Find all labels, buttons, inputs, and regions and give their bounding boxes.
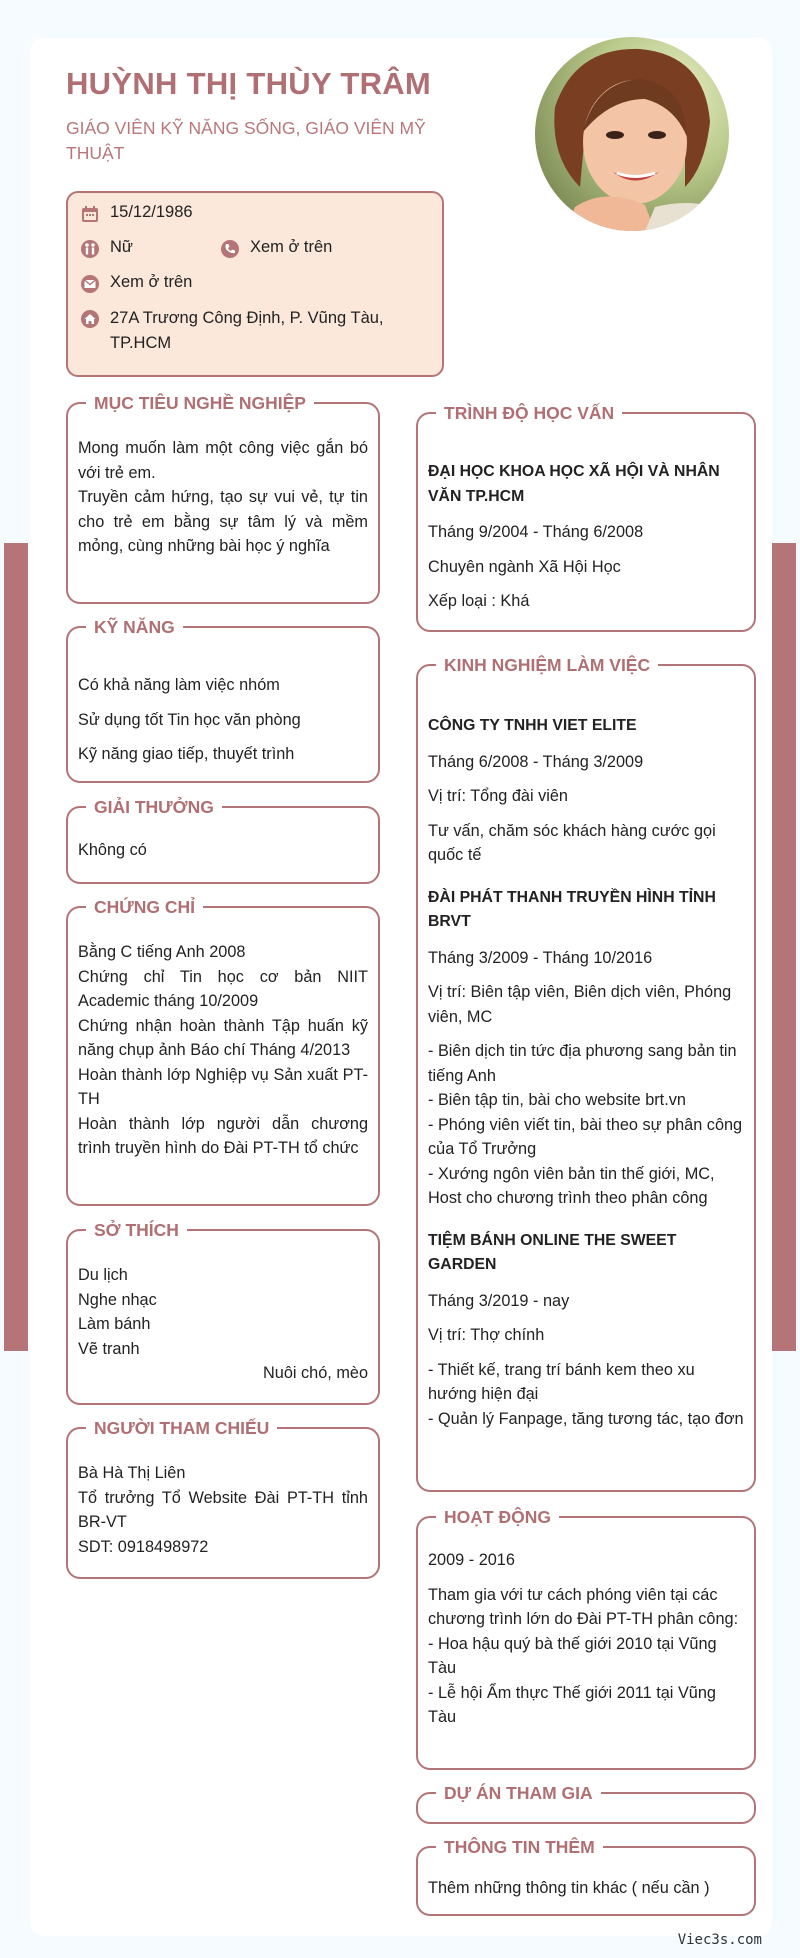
hobby-item: Làm bánh [78,1315,151,1333]
experience-body [428,714,744,1431]
job-position: Vị trí: Tổng đài viên [428,787,568,805]
certificate-item: Hoàn thành lớp Nghiệp vụ Sản xuất PT-TH [78,1065,368,1108]
activities-body [428,1548,744,1730]
skills-title: KỸ NĂNG [86,616,183,638]
contact-card [66,191,444,377]
address-text: 27A Trương Công Định, P. Vũng Tàu, TP.HCM [110,309,384,352]
calendar-icon [80,204,100,224]
experience-title: KINH NGHIỆM LÀM VIỆC [436,654,658,676]
reference-name: Bà Hà Thị Liên [78,1464,186,1482]
activities-title: HOẠT ĐỘNG [436,1506,559,1528]
hobbies-title: SỞ THÍCH [86,1219,187,1241]
gender-row [80,238,133,259]
home-icon [80,309,100,329]
more-info-section [416,1837,756,1916]
gender-text: Nữ [110,238,133,256]
skills-body [78,673,368,767]
job-desc: - Phóng viên viết tin, bài theo sự phân công của Tổ Trưởng [428,1115,743,1158]
activities-section [416,1507,756,1770]
objective-section [66,393,380,604]
certificates-body [78,940,368,1161]
objective-line: Mong muốn làm một công việc gắn bó với trẻ em. [78,439,368,482]
phone-text: Xem ở trên [250,238,333,256]
skills-section [66,617,380,783]
education-period: Tháng 9/2004 - Tháng 6/2008 [428,523,644,541]
education-body [428,460,744,614]
phone-icon [220,239,240,259]
activities-line: Tham gia với tư cách phóng viên tại các chương trình lớn do Đài PT-TH phân công: [428,1585,739,1628]
reference-position: Tổ trưởng Tổ Website Đài PT-TH tỉnh BR-VT [78,1488,368,1531]
skill-item: Sử dụng tốt Tin học văn phòng [78,710,301,729]
certificate-item: Hoàn thành lớp người dẫn chương trình truyền hình do Đài PT-TH tổ chức [78,1114,368,1157]
hobby-item: Nuôi chó, mèo [263,1364,368,1382]
avatar [535,37,729,231]
job-desc: - Thiết kế, trang trí bánh kem theo xu hướng hiện đại [428,1360,695,1403]
awards-title: GIẢI THƯỞNG [86,796,222,818]
company-name: TIỆM BÁNH ONLINE THE SWEET GARDEN [428,1231,677,1273]
certificate-item: Bằng C tiếng Anh 2008 [78,943,246,961]
dob-text: 15/12/1986 [110,203,193,221]
education-grade: Xếp loại : Khá [428,592,530,610]
portrait-photo [535,37,729,231]
job-position: Vị trí: Thợ chính [428,1326,545,1344]
job-desc: - Xướng ngôn viên bản tin thế giới, MC, Host cho chương trình theo phân công [428,1164,715,1207]
email-icon [80,274,100,294]
objective-title: MỤC TIÊU NGHỀ NGHIỆP [86,392,314,414]
skill-item: Có khả năng làm việc nhóm [78,676,280,694]
phone-row [220,238,332,259]
company-name: CÔNG TY TNHH VIET ELITE [428,717,637,734]
email-row [80,273,192,294]
projects-title: DỰ ÁN THAM GIA [436,1782,601,1804]
more-info-text: Thêm những thông tin khác ( nếu cần ) [428,1879,710,1897]
hobby-item: Nghe nhạc [78,1290,157,1309]
job-period: Tháng 6/2008 - Tháng 3/2009 [428,752,644,771]
job-title: GIÁO VIÊN KỸ NĂNG SỐNG, GIÁO VIÊN MỸ THUẬT [66,118,426,163]
job-desc: - Quản lý Fanpage, tăng tương tác, tạo đơn [428,1409,744,1428]
awards-section [66,797,380,884]
hobbies-body [78,1263,368,1386]
school-name: ĐẠI HỌC KHOA HỌC XÃ HỘI VÀ NHÂN VĂN TP.HCM [428,463,720,505]
references-section [66,1418,380,1579]
activities-line: - Lễ hội Ẩm thực Thế giới 2011 tại Vũng Tàu [428,1683,716,1726]
job-period: Tháng 3/2019 - nay [428,1291,570,1310]
education-title: TRÌNH ĐỘ HỌC VẤN [436,402,622,424]
address-row [80,308,400,356]
candidate-name: HUỲNH THỊ THÙY TRÂM [66,66,432,101]
activities-period: 2009 - 2016 [428,1551,515,1569]
left-accent-band [4,543,28,1351]
hobby-item: Vẽ tranh [78,1339,140,1358]
job-desc: - Biên dịch tin tức địa phương sang bản tin tiếng Anh [428,1042,737,1085]
education-section [416,403,756,632]
job-desc: Tư vấn, chăm sóc khách hàng cước gọi quốc tế [428,821,716,864]
experience-section [416,655,756,1492]
hobbies-section [66,1220,380,1405]
education-major: Chuyên ngành Xã Hội Học [428,557,621,576]
skill-item: Kỹ năng giao tiếp, thuyết trình [78,745,295,763]
reference-phone: SDT: 0918498972 [78,1537,209,1556]
certificates-title: CHỨNG CHỈ [86,896,203,918]
job-position: Vị trí: Biên tập viên, Biên dịch viên, Phóng viên, MC [428,983,732,1026]
email-text: Xem ở trên [110,273,193,291]
projects-section [416,1783,756,1824]
more-info-title: THÔNG TIN THÊM [436,1836,603,1858]
job-desc: - Biên tập tin, bài cho website brt.vn [428,1091,686,1109]
activities-line: - Hoa hậu quý bà thế giới 2010 tại Vũng Tàu [428,1634,717,1677]
awards-text: Không có [78,841,147,859]
job-period: Tháng 3/2009 - Tháng 10/2016 [428,948,653,967]
objective-body [78,436,368,559]
site-watermark: Viec3s.com [677,1932,762,1948]
hobby-item: Du lịch [78,1266,128,1284]
references-title: NGƯỜI THAM CHIẾU [86,1417,277,1439]
dob-row [80,203,193,224]
certificate-item: Chứng chỉ Tin học cơ bản NIIT Academic tháng 10/2009 [78,967,368,1010]
company-name: ĐÀI PHÁT THANH TRUYỀN HÌNH TỈNH BRVT [428,888,716,930]
certificates-section [66,897,380,1206]
certificate-item: Chứng nhận hoàn thành Tập huấn kỹ năng chụp ảnh Báo chí Tháng 4/2013 [78,1016,368,1059]
references-body [78,1461,368,1559]
gender-icon [80,239,100,259]
right-accent-band [772,543,796,1351]
objective-line: Truyền cảm hứng, tạo sự vui vẻ, tự tin cho trẻ em bằng sự tâm lý và mềm mỏng, cùng những bài học ý nghĩa [78,488,368,555]
